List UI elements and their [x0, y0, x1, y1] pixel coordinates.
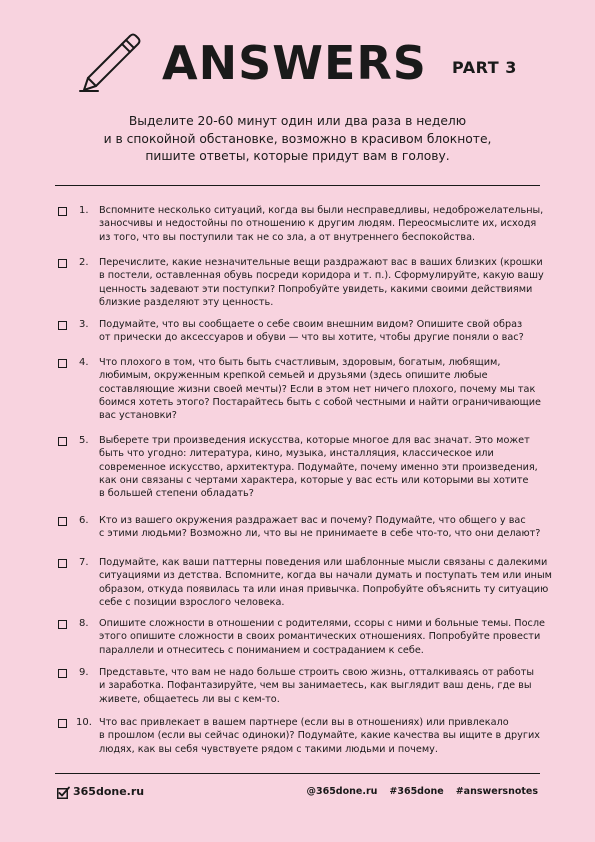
- question-line: любимым, окруженным крепкой семьей и друзьями (здесь опишите любые: [99, 370, 488, 382]
- question-number: 10.: [76, 717, 92, 728]
- page-title: ANSWERS: [162, 36, 427, 90]
- question-checkbox[interactable]: [58, 559, 67, 568]
- question-text: [99, 514, 539, 541]
- question-line: Выберете три произведения искусства, которые многое для вас значат. Это может: [99, 435, 530, 446]
- question-line: в большей степени обладать?: [99, 488, 254, 500]
- footer-brand[interactable]: [57, 785, 144, 799]
- question-number: 4.: [79, 357, 89, 368]
- question-line: с этими людьми? Возможно ли, что вы не принимаете в себе что-то, что они делают?: [99, 528, 541, 540]
- question-line: вас установки?: [99, 410, 177, 422]
- question-checkbox[interactable]: [58, 719, 67, 728]
- intro-line: и в спокойной обстановке, возможно в красивом блокноте,: [103, 131, 492, 146]
- question-text: [99, 716, 539, 756]
- question-text: [99, 204, 544, 244]
- question-line: Что вас привлекает в вашем партнере (если вы в отношениях) или привлекало: [99, 717, 509, 728]
- question-line: Перечислите, какие незначительные вещи раздражают вас в ваших близких (крошки: [99, 257, 543, 268]
- question-line: современное искусство, архитектура. Подумайте, почему именно эти произведения,: [99, 461, 538, 473]
- question-line: себе с позиции взрослого человека.: [99, 596, 285, 608]
- question-text: [99, 318, 539, 345]
- question-checkbox[interactable]: [58, 620, 67, 629]
- question-line: ценность задевают эти поступки? Попробуйте увидеть, какими своими действиями: [99, 283, 533, 295]
- question-line: этого опишите сложности в своих романтических отношениях. Попробуйте провести: [99, 631, 541, 643]
- question-line: заносчивы и недостойны по отношению к другим людям. Переосмыслите их, исходя: [99, 218, 537, 230]
- footer-tags: [306, 785, 538, 799]
- question-number: 3.: [79, 319, 89, 330]
- divider-bottom: [55, 773, 540, 774]
- question-line: как они связаны с чертами характера, которые у вас есть или которыми вы хотите: [99, 474, 529, 486]
- question-text: [99, 556, 552, 609]
- question-line: Подумайте, как ваши паттерны поведения или шаблонные мысли связаны с далекими: [99, 557, 548, 568]
- question-number: 9.: [79, 667, 89, 678]
- question-number: 5.: [79, 435, 89, 446]
- divider-top: [55, 185, 540, 186]
- question-text: [99, 666, 539, 706]
- intro-text: [60, 113, 535, 166]
- question-line: боимся хотеть этого? Постарайтесь быть с собой честными и найти ограничивающие: [99, 396, 541, 408]
- question-line: Что плохого в том, что быть быть счастливым, здоровым, богатым, любящим,: [99, 357, 501, 368]
- footer-tag[interactable]: #answersnotes: [455, 786, 538, 797]
- question-checkbox[interactable]: [58, 321, 67, 330]
- question-line: из того, что вы поступили так не со зла, а от внутреннего беспокойства.: [99, 231, 476, 243]
- intro-line: Выделите 20-60 минут один или два раза в неделю: [128, 114, 467, 128]
- brand-name: 365done.ru: [73, 785, 145, 798]
- pencil-icon: [78, 28, 144, 94]
- question-number: 7.: [79, 557, 89, 568]
- footer-tag[interactable]: @365done.ru: [306, 786, 378, 797]
- question-number: 1.: [79, 205, 89, 216]
- question-line: Вспомните несколько ситуаций, когда вы были несправедливы, недоброжелательны,: [99, 205, 544, 216]
- question-line: людях, как вы себя чувствуете рядом с такими людьми и почему.: [99, 743, 438, 755]
- intro-line: пишите ответы, которые придут вам в голову.: [145, 149, 450, 163]
- question-line: Опишите сложности в отношении с родителями, ссоры с ними и больные темы. После: [99, 618, 545, 629]
- question-line: образом, откуда появилась та или иная привычка. Попробуйте объяснить ту ситуацию: [99, 583, 549, 595]
- question-text: [99, 617, 545, 657]
- question-line: Подумайте, что вы сообщаете о себе своим внешним видом? Опишите свой образ: [99, 319, 523, 330]
- question-line: Кто из вашего окружения раздражает вас и почему? Подумайте, что общего у вас: [99, 515, 526, 526]
- checkbox-check-icon: [57, 786, 70, 799]
- part-label: PART 3: [452, 58, 517, 77]
- question-line: и заработка. Пофантазируйте, чем вы занимаетесь, как выглядит ваш день, где вы: [99, 680, 532, 692]
- footer-tag[interactable]: #365done: [389, 786, 444, 797]
- header: [0, 26, 595, 98]
- question-line: в прошлом (если вы сейчас одиноки)? Подумайте, какие качества вы ищите в других: [99, 730, 541, 742]
- question-line: Представьте, что вам не надо больше строить свою жизнь, отталкиваясь от работы: [99, 667, 534, 678]
- question-checkbox[interactable]: [58, 669, 67, 678]
- question-number: 2.: [79, 257, 89, 268]
- question-text: [99, 434, 539, 500]
- question-line: параллели и отнеситесь с пониманием и состраданием к себе.: [99, 644, 424, 656]
- question-number: 8.: [79, 618, 89, 629]
- question-text: [99, 256, 544, 309]
- question-line: быть что угодно: литература, кино, музыка, инсталляция, классическое или: [99, 448, 494, 460]
- question-line: ситуациями из детства. Вспомните, когда вы начали думать и поступать тем или иным: [99, 570, 552, 582]
- question-text: [99, 356, 539, 422]
- question-checkbox[interactable]: [58, 517, 67, 526]
- question-checkbox[interactable]: [58, 359, 67, 368]
- question-line: живете, общаетесь ли вы с кем-то.: [99, 693, 280, 705]
- question-line: составляющие жизни своей мечты)? Если в этом нет ничего плохого, почему мы так: [99, 383, 536, 395]
- question-number: 6.: [79, 515, 89, 526]
- question-line: близкие разделяют эту ценность.: [99, 296, 274, 308]
- question-checkbox[interactable]: [58, 437, 67, 446]
- question-line: от прически до аксессуаров и обуви — что вы хотите, чтобы другие поняли о вас?: [99, 332, 524, 344]
- question-checkbox[interactable]: [58, 259, 67, 268]
- question-checkbox[interactable]: [58, 207, 67, 216]
- question-line: в постели, оставленная обувь посреди коридора и т. п.). Сформулируйте, какую вашу: [99, 270, 544, 282]
